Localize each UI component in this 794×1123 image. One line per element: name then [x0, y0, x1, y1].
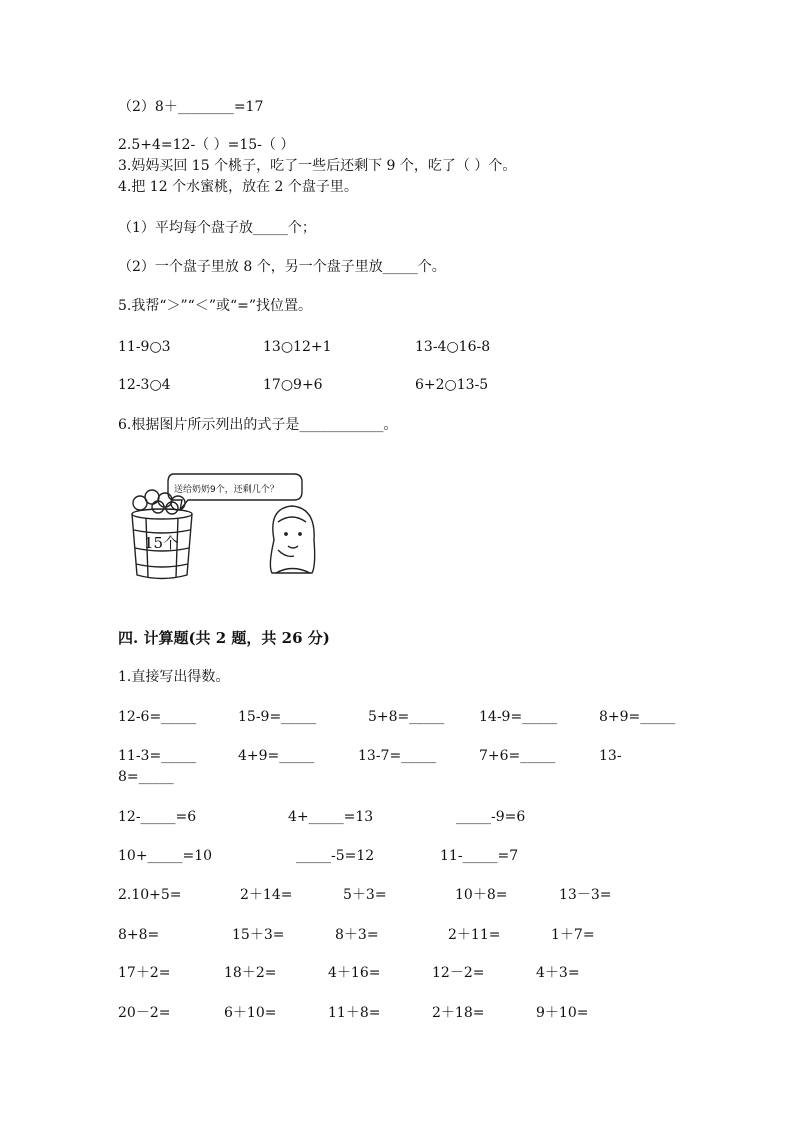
compare-item: 11-9○3 [118, 339, 171, 355]
calc-item: 2＋14= [240, 887, 293, 903]
direct-item: 4+9=_____ [238, 748, 315, 764]
direct-item: 5+8=_____ [368, 709, 445, 725]
calc-item: 2.10+5= [118, 887, 182, 903]
illustration [128, 470, 328, 585]
question-2: 2.5+4=12-（ ）=15-（ ） [118, 137, 295, 153]
direct-item: 7+6=_____ [479, 748, 556, 764]
direct-item: 13- [599, 748, 622, 764]
direct-item: 14-9=_____ [479, 709, 558, 725]
direct-item: 13-7=_____ [358, 748, 437, 764]
speech-text: 送给奶奶9个，还剩几个？ [174, 485, 279, 495]
compare-item: 13○12+1 [263, 339, 332, 355]
calc-item: 5＋3= [343, 887, 387, 903]
compare-item: 6+2○13-5 [415, 377, 489, 393]
calc-item: 2＋11= [448, 927, 501, 943]
question-5: 5.我帮“＞”“＜”或“=”找位置。 [118, 298, 313, 314]
q1-part2: （2）8＋________=17 [118, 99, 264, 115]
calc-item: 15＋3= [232, 927, 285, 943]
compare-item: 13-4○16-8 [415, 339, 491, 355]
calc-item: 17＋2= [118, 965, 171, 981]
direct-item: 10+_____=10 [118, 848, 213, 864]
calc-item: 9＋10= [536, 1005, 589, 1021]
basket-label: 15个 [144, 534, 179, 552]
direct-item-continued: 8=_____ [118, 769, 174, 785]
direct-item: 15-9=_____ [238, 709, 317, 725]
q4-part2: （2）一个盘子里放 8 个，另一个盘子里放_____个。 [118, 259, 446, 275]
calc-item: 4＋16= [328, 965, 381, 981]
direct-item: _____-5=12 [296, 848, 375, 864]
direct-item: 4+_____=13 [288, 809, 374, 825]
calc-item: 12－2= [432, 965, 485, 981]
section-4-title: 四. 计算题(共 2 题，共 26 分) [118, 629, 330, 647]
calc-item: 20－2= [118, 1005, 171, 1021]
calc-item: 1＋7= [551, 927, 595, 943]
calc-item: 8＋3= [335, 927, 379, 943]
calc-item: 8+8= [118, 927, 160, 943]
direct-item: 11-_____=7 [440, 848, 519, 864]
s4-question-1: 1.直接写出得数。 [118, 669, 230, 685]
calc-item: 6＋10= [224, 1005, 277, 1021]
direct-item: 11-3=_____ [118, 748, 197, 764]
calc-item: 13－3= [559, 887, 612, 903]
compare-item: 17○9+6 [263, 377, 323, 393]
calc-item: 2＋18= [432, 1005, 485, 1021]
calc-item: 11＋8= [328, 1005, 381, 1021]
calc-item: 18＋2= [224, 965, 277, 981]
direct-item: 12-6=_____ [118, 709, 197, 725]
direct-item: 8+9=_____ [599, 709, 676, 725]
question-4: 4.把 12 个水蜜桃，放在 2 个盘子里。 [118, 179, 358, 195]
q4-part1: （1）平均每个盘子放_____个； [118, 220, 316, 236]
question-3: 3.妈妈买回 15 个桃子，吃了一些后还剩下 9 个，吃了（ ）个。 [118, 158, 517, 174]
basket-girl-drawing [128, 470, 328, 585]
question-6: 6.根据图片所示列出的式子是____________。 [118, 417, 398, 433]
direct-item: _____-9=6 [456, 809, 526, 825]
compare-item: 12-3○4 [118, 377, 171, 393]
calc-item: 4＋3= [536, 965, 580, 981]
calc-item: 10＋8= [455, 887, 508, 903]
direct-item: 12-_____=6 [118, 809, 197, 825]
